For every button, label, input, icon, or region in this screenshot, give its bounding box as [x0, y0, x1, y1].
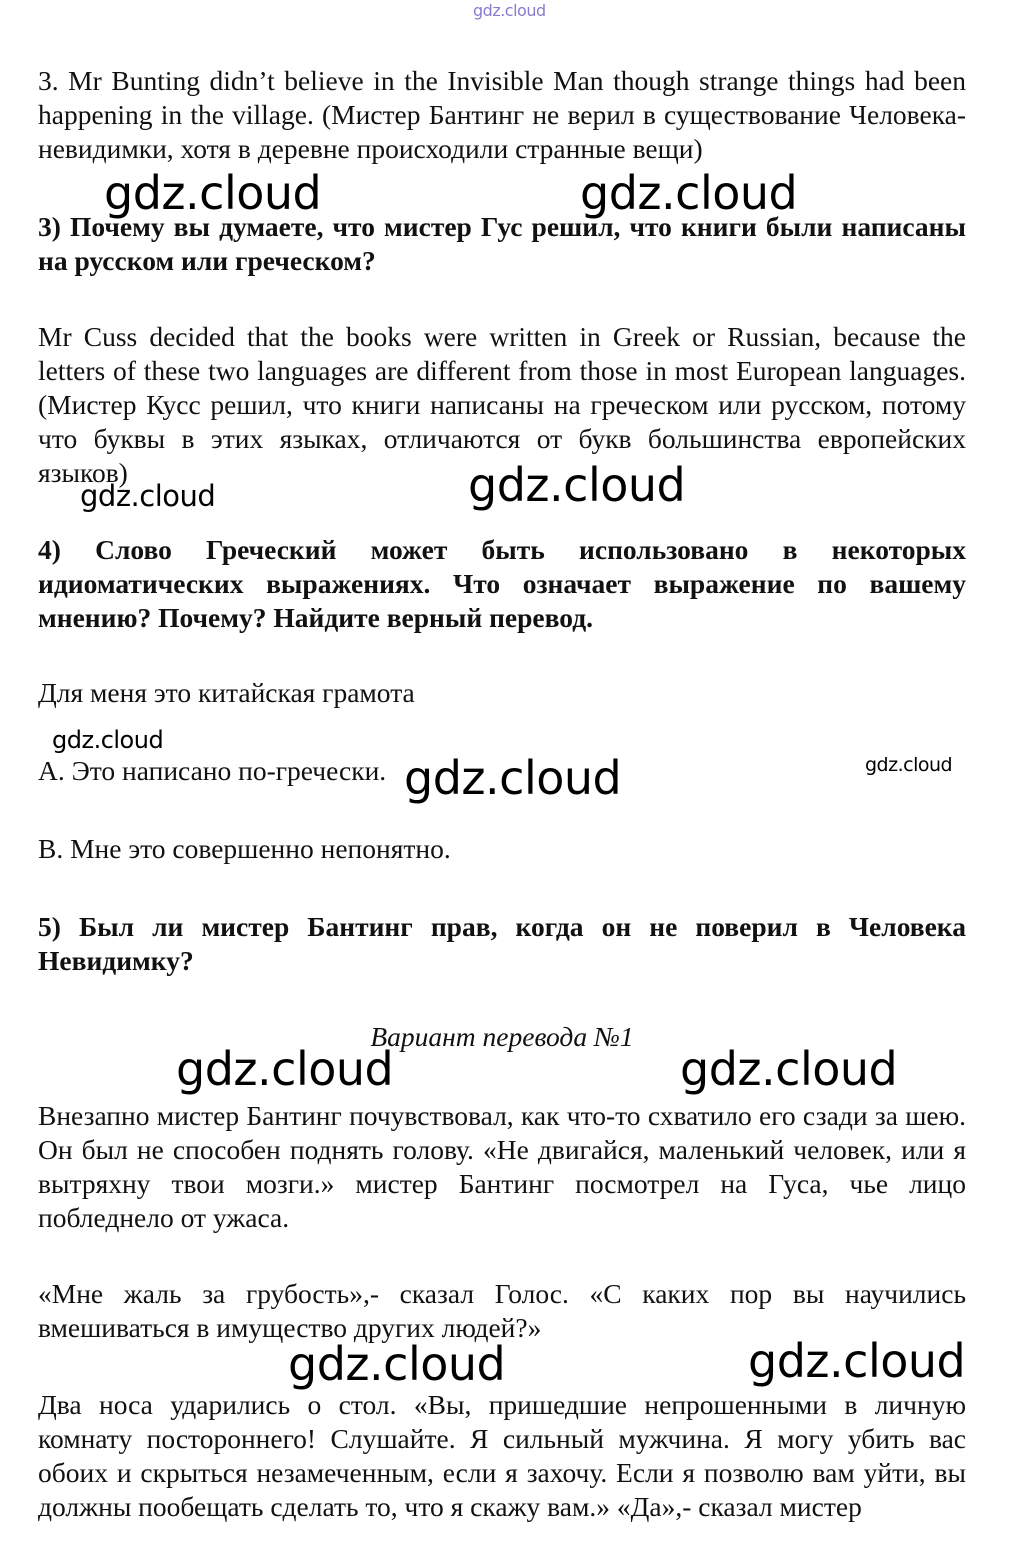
- question-4: 4) Слово Греческий может быть использовано в некоторых идиоматических выражениях. Что означает выражение по вашему мнению? Почему? Найдите верный перевод.: [38, 534, 966, 633]
- answer-3-paragraph: 3. Mr Bunting didn’t believe in the Invisible Man though strange things had been happening in the village. (Мистер Бантинг не верил в существование Человека-невидимки, хотя в деревне происходили странные вещи): [38, 65, 966, 164]
- translation-paragraph-3: Два носа ударились о стол. «Вы, пришедшие непрошенными в личную комнату постороннего! Слушайте. Я сильный мужчина. Я могу убить вас обоих и скрыться незамеченным, если я захочу. Если я позволю вам уйти, вы должны пообещать сделать то, что я скажу вам.» «Да»,- сказал мистер: [38, 1389, 966, 1522]
- translation-paragraph-1: Внезапно мистер Бантинг почувствовал, как что-то схватило его сзади за шею. Он был не способен поднять голову. «Не двигайся, маленький человек, или я вытряхну твои мозги.» мистер Бантинг посмотрел на Гуса, чье лицо побледнело от ужаса.: [38, 1100, 966, 1233]
- watermark: gdz.cloud: [52, 726, 164, 754]
- answer-3-explanation: Mr Cuss decided that the books were written in Greek or Russian, because the letters of these two languages are different from those in most European languages. (Мистер Кусс решил, что книги написаны на греческом или русском, потому что буквы в этих языках, отличаются от букв большинства европейских языков): [38, 321, 966, 488]
- watermark: gdz.cloud: [748, 1334, 966, 1388]
- watermark: gdz.cloud: [865, 754, 953, 776]
- option-a: A. Это написано по-гречески.: [38, 755, 387, 786]
- watermark: gdz.cloud: [468, 458, 686, 512]
- watermark: gdz.cloud: [104, 166, 322, 220]
- option-b: B. Мне это совершенно непонятно.: [38, 833, 451, 864]
- watermark: gdz.cloud: [176, 1042, 394, 1096]
- question-5: 5) Был ли мистер Бантинг прав, когда он не поверил в Человека Невидимку?: [38, 911, 966, 976]
- watermark: gdz.cloud: [680, 1042, 898, 1096]
- question-3: 3) Почему вы думаете, что мистер Гус решил, что книги были написаны на русском или греческом?: [38, 211, 966, 276]
- idiom-line: Для меня это китайская грамота: [38, 677, 415, 708]
- watermark-top: gdz.cloud: [473, 1, 546, 20]
- variant-heading: Вариант перевода №1: [370, 1021, 634, 1052]
- translation-paragraph-2: «Мне жаль за грубость»,- сказал Голос. «С каких пор вы научились вмешиваться в имущество других людей?»: [38, 1278, 966, 1343]
- watermark: gdz.cloud: [580, 166, 798, 220]
- watermark: gdz.cloud: [404, 751, 622, 805]
- watermark: gdz.cloud: [80, 479, 216, 513]
- watermark: gdz.cloud: [288, 1337, 506, 1391]
